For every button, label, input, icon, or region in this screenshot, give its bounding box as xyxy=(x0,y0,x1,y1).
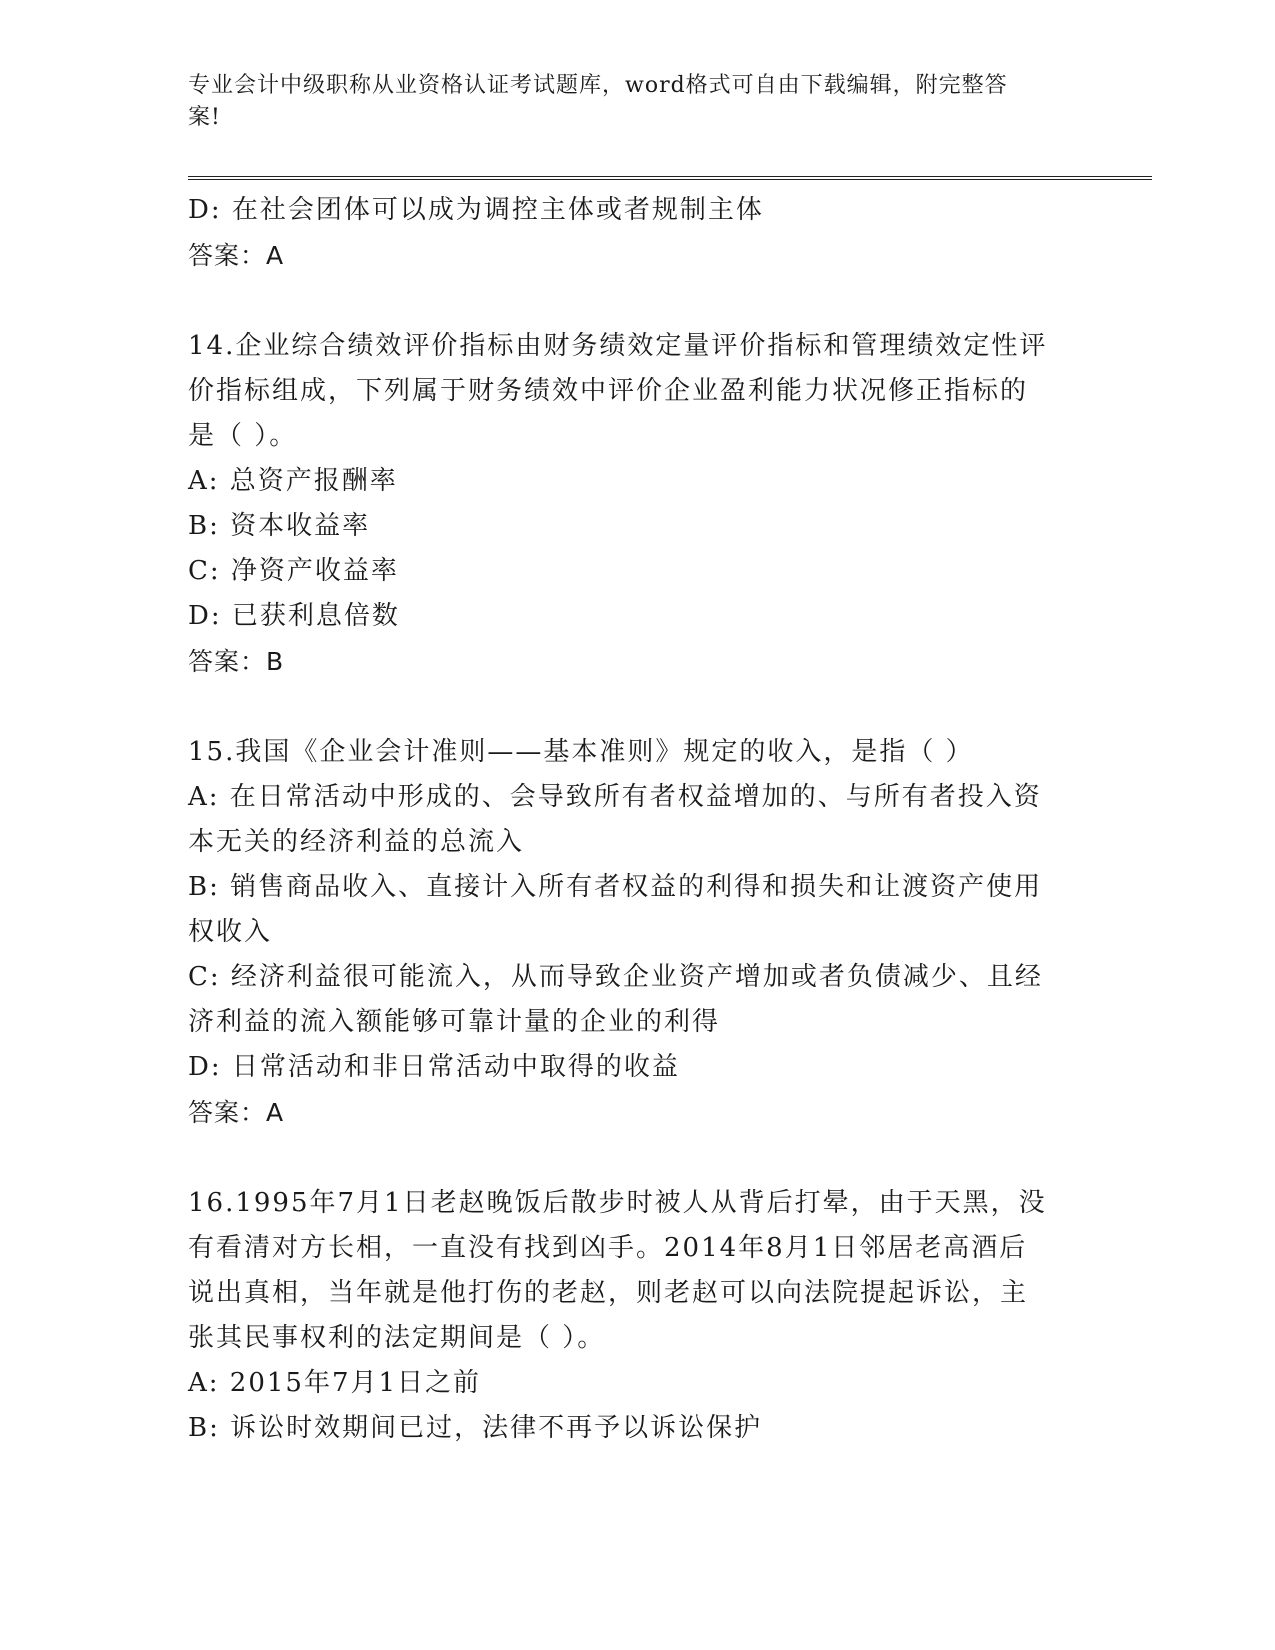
question-15 xyxy=(188,730,1108,1135)
header-divider xyxy=(188,176,1152,180)
question-16 xyxy=(188,1181,1108,1451)
q16-stem-line-4: 张其民事权利的法定期间是（ ）。 xyxy=(188,1323,606,1353)
q16-stem-line-3: 说出真相，当年就是他打伤的老赵，则老赵可以向法院提起诉讼，主 xyxy=(188,1278,1029,1308)
header-line-2: 案! xyxy=(188,105,221,130)
q15-option-a-line-1: A: 在日常活动中形成的、会导致所有者权益增加的、与所有者投入资 xyxy=(188,782,1042,812)
question-13-tail xyxy=(188,188,1108,278)
q15-answer: 答案：A xyxy=(188,1098,285,1127)
q14-stem-line-1: 14.企业综合绩效评价指标由财务绩效定量评价指标和管理绩效定性评 xyxy=(188,331,1048,361)
q14-option-a: A: 总资产报酬率 xyxy=(188,466,398,496)
spacer xyxy=(188,684,1108,730)
q15-option-a-line-2: 本无关的经济利益的总流入 xyxy=(188,827,525,857)
q14-option-c: C: 净资产收益率 xyxy=(188,556,399,586)
q16-option-b: B: 诉讼时效期间已过，法律不再予以诉讼保护 xyxy=(188,1413,763,1443)
q14-stem-line-3: 是（ ）。 xyxy=(188,421,298,451)
q16-stem-line-2: 有看清对方长相，一直没有找到凶手。2014年8月1日邻居老高酒后 xyxy=(188,1233,1028,1263)
spacer xyxy=(188,278,1108,324)
q15-option-b-line-2: 权收入 xyxy=(188,917,273,947)
q14-stem-line-2: 价指标组成，下列属于财务绩效中评价企业盈利能力状况修正指标的 xyxy=(188,376,1029,406)
q14-answer: 答案：B xyxy=(188,647,285,676)
q13-answer: 答案：A xyxy=(188,241,285,270)
question-14 xyxy=(188,324,1108,684)
q15-option-c-line-2: 济利益的流入额能够可靠计量的企业的利得 xyxy=(188,1007,721,1037)
spacer xyxy=(188,1135,1108,1181)
q15-option-c-line-1: C: 经济利益很可能流入，从而导致企业资产增加或者负债减少、且经 xyxy=(188,962,1043,992)
q16-option-a: A: 2015年7月1日之前 xyxy=(188,1368,482,1398)
q14-option-d: D: 已获利息倍数 xyxy=(188,601,400,631)
q15-option-d: D: 日常活动和非日常活动中取得的收益 xyxy=(188,1052,680,1082)
q16-stem-line-1: 16.1995年7月1日老赵晚饭后散步时被人从背后打晕，由于天黑，没 xyxy=(188,1188,1047,1218)
q13-option-d: D: 在社会团体可以成为调控主体或者规制主体 xyxy=(188,195,764,225)
header-line-1: 专业会计中级职称从业资格认证考试题库，word格式可自由下载编辑，附完整答 xyxy=(188,73,1008,98)
page-header xyxy=(188,70,1068,134)
q14-option-b: B: 资本收益率 xyxy=(188,511,371,541)
q15-option-b-line-1: B: 销售商品收入、直接计入所有者权益的利得和损失和让渡资产使用 xyxy=(188,872,1043,902)
q15-stem: 15.我国《企业会计准则——基本准则》规定的收入，是指（ ） xyxy=(188,737,974,767)
document-body xyxy=(188,188,1108,1451)
